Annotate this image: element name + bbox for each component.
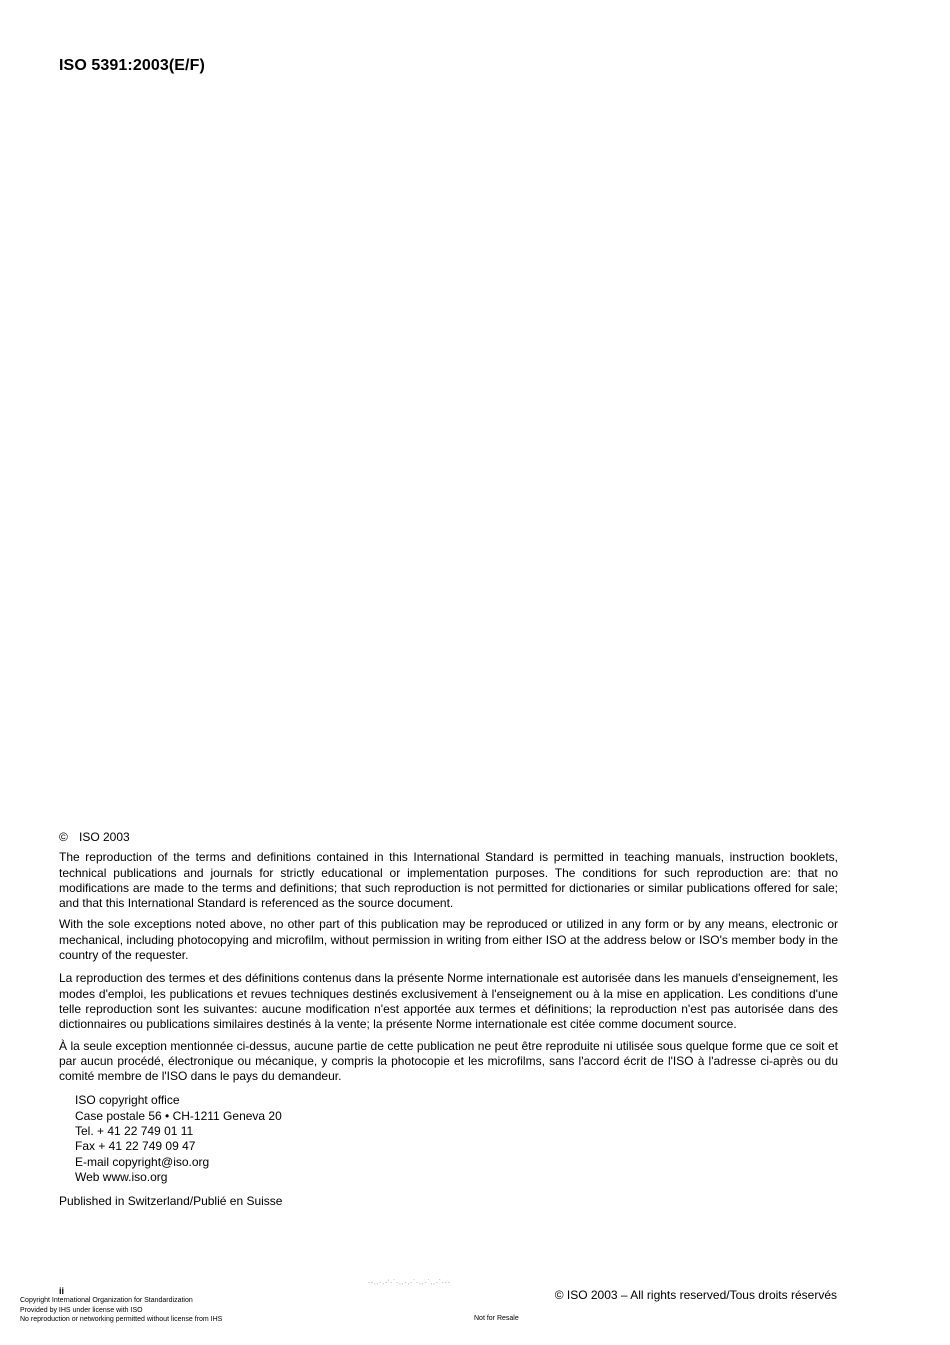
fine-print-line: No reproduction or networking permitted without license from IHS [20,1316,223,1324]
document-id: ISO 5391:2003(E/F) [59,57,205,74]
copyright-year: ISO 2003 [79,830,130,844]
rights-reserved: © ISO 2003 – All rights reserved/Tous droits réservés [554,1288,837,1302]
paragraph-en-1: The reproduction of the terms and definitions contained in this International Standard is permitted in teaching manuals, instruction booklets, technical publications and journals for strictly educational or implementation purposes. The conditions for such reproduction are: that no modifications are made to the terms and definitions; that such reproduction is not permitted for dictionaries or similar publications offered for sale; and that this International Standard is referenced as the source document. [59,850,838,911]
paragraph-fr-2: À la seule exception mentionnée ci-dessus, aucune partie de cette publication ne peut être reproduite ni utilisée sous quelque forme que ce soit et par aucun procédé, électronique ou mécanique, y compris la photocopie et les microfilms, sans l'accord écrit de l'ISO à l'adresse ci-après ou du comité membre de l'ISO dans le pays du demandeur. [59,1038,838,1084]
copyright-notice [59,830,838,1210]
paragraph-fr-1: La reproduction des termes et des définitions contenus dans la présente Norme internationale est autorisée dans les manuels d'enseignement, les modes d'emploi, les publications et revues techniques destinés exclusivement à l'enseignement ou à la mise en application. Les conditions d'une telle reproduction sont les suivantes: aucune modification n'est apportée aux termes et définitions; la reproduction n'est pas autorisée dans des dictionnaires ou publications similaires destinés à la vente; la présente Norme internationale est citée comme document source. [59,971,838,1032]
paragraph-en-2: With the sole exceptions noted above, no other part of this publication may be reproduced or utilized in any form or by any means, electronic or mechanical, including photocopying and microfilm, without permission in writing from either ISO at the address below or ISO's member body in the country of the requester. [59,917,838,963]
address-web: Web www.iso.org [75,1169,168,1184]
license-fine-print [20,1296,222,1325]
page-footer [0,1280,950,1330]
copyright-office-address [75,1093,838,1185]
address-office: ISO copyright office [75,1093,180,1108]
published-in: Published in Switzerland/Publié en Suisse [59,1194,283,1209]
fine-print-line: Provided by IHS under license with ISO [20,1306,143,1314]
address-tel: Tel. + 41 22 749 01 11 [75,1124,194,1139]
scan-marks: --,,-,-'-`-,,-,-`-,,-`,,-`--- [368,1280,451,1286]
address-email: E-mail copyright@iso.org [75,1154,210,1169]
copyright-symbol: © [59,830,68,844]
address-postal: Case postale 56 • CH-1211 Geneva 20 [75,1108,282,1123]
copyright-line [59,830,838,845]
not-for-resale: Not for Resale [474,1315,519,1322]
fine-print-line: Copyright International Organization for Standardization [20,1297,193,1304]
page-number: ii [59,1286,65,1296]
address-fax: Fax + 41 22 749 09 47 [75,1139,196,1154]
